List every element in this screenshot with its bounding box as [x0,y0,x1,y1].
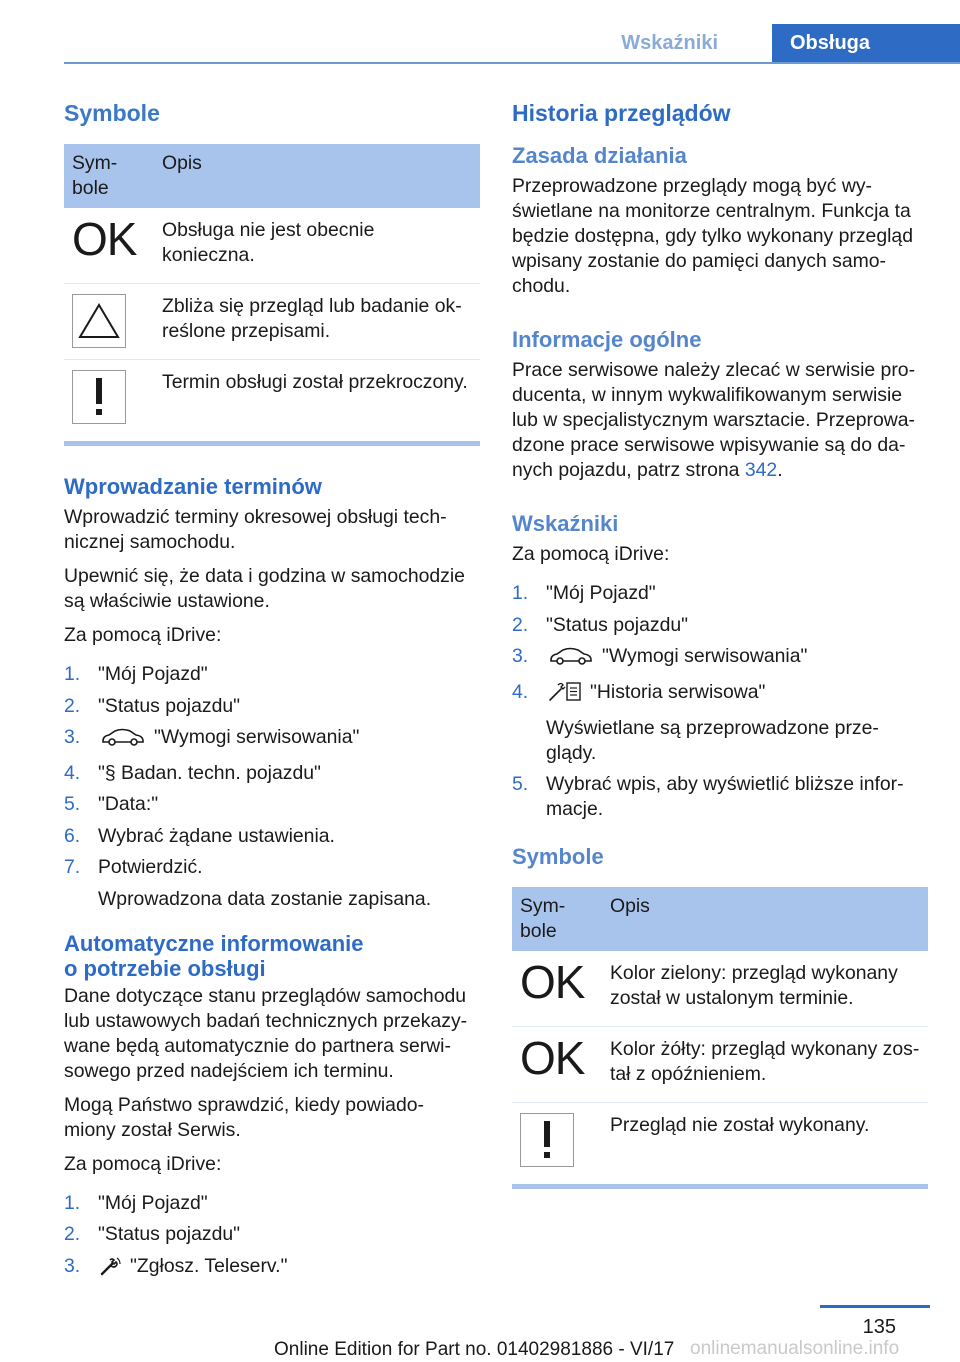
list-item: 4. "Historia serwisowa" Wyświetlane są przeprowadzone prze- glądy. [512,680,928,766]
table-row [64,208,480,284]
list-item: 1. "Mój Pojazd" [64,1191,208,1214]
list-item: 2. "Status pojazdu" [64,694,241,717]
entering-dates-p1: Wprowadzić terminy okresowej obsługi tech- nicznej samochodu. [64,506,447,553]
auto-info-p3: Za pomocą iDrive: [64,1152,222,1175]
col-desc-header: Opis [602,887,928,951]
table-row [512,1102,928,1178]
site-watermark: onlinemanualsonline.info [690,1338,900,1359]
page-link[interactable]: 342 [744,459,778,481]
auto-info-steps [64,1191,480,1283]
table-cell: Termin obsługi został przekroczony. [162,371,468,393]
list-item: 5. "Data:" [64,793,159,815]
table-row [64,360,480,436]
header-bar [64,24,960,64]
table-row [512,951,928,1027]
entering-dates-steps [64,662,480,912]
table-row [512,1026,928,1102]
table-header [64,144,480,208]
col-desc-header: Opis [154,144,480,208]
list-item: 1. "Mój Pojazd" [512,582,656,604]
symbols-table [512,887,928,1178]
symbols-table [64,144,480,435]
list-item: 3. "Zgłosz. Teleserv." [64,1254,480,1283]
service-history-icon [548,680,582,709]
principle-p1: Przeprowadzone przeglądy mogą być wy- świetlane na monitorze centralnym. Funkcja ta będzie dostępna, gdy tylko wykonany przegląd wpisany zostanie do pamięci danych samo- chodu. [512,175,913,297]
indicators-steps [512,581,928,822]
list-item: 1. "Mój Pojazd" [64,663,208,685]
table-row [64,284,480,360]
table-cell: Obsługa nie jest obecnie konieczna. [154,208,480,284]
history-title: Historia przeglądów [512,100,731,126]
list-item: 5. Wybrać wpis, aby wyświetlić bliższe infor- macje. [512,773,904,820]
left-column [64,98,480,1289]
tab-operation[interactable]: Obsługa [772,24,960,62]
table-cell: Kolor żółty: przegląd wykonany zos- tał z opóźnieniem. [602,1026,928,1102]
table-bottom-rule [512,1184,928,1189]
ok-green-icon: OK [520,955,585,1008]
entering-dates-title: Wprowadzanie terminów [64,474,322,499]
footer-rule [820,1305,930,1308]
table-cell: Kolor zielony: przegląd wykonany został w ustalonym terminie. [602,951,928,1027]
col-symbol-header: Sym- bole [64,144,154,208]
exclamation-icon [72,370,126,424]
auto-info-title: Automatyczne informowanie o potrzebie obsługi [64,930,364,981]
page-footer [0,1302,960,1362]
col-symbol-header: Sym- bole [512,887,602,951]
tab-indicators[interactable]: Wskaźniki [621,32,718,54]
list-item: 2. "Status pojazdu" [64,1223,241,1245]
list-item: 2. "Status pojazdu" [512,613,689,636]
symbols-title: Symbole [512,843,604,869]
car-icon [100,727,146,754]
list-item: 3. "Wymogi serwisowania" [64,725,480,754]
indicators-title: Wskaźniki [512,511,619,536]
table-cell: Przegląd nie został wykonany. [610,1113,870,1136]
wrench-signal-icon [100,1256,122,1283]
principle-title: Zasada działania [512,143,687,168]
table-cell: Zbliża się przegląd lub badanie ok- reślone przepisami. [154,284,480,360]
list-item: 3. "Wymogi serwisowania" [512,644,928,673]
list-item: 4. "§ Badan. techn. pojazdu" [64,761,321,784]
auto-info-p1: Dane dotyczące stanu przeglądów samochodu lub ustawowych badań technicznych przekazy- wane będą automatycznie do partnera serwi- sowego przed nadejściem ich terminu. [64,984,468,1082]
warning-triangle-icon [72,294,126,348]
exclamation-icon [520,1113,574,1167]
edition-note: Online Edition for Part no. 01402981886 - VI/17 [274,1339,675,1360]
indicators-p1: Za pomocą iDrive: [512,543,670,565]
entering-dates-p2: Upewnić się, że data i godzina w samochodzie są właściwie ustawione. [64,565,465,612]
page-number: 135 [862,1316,896,1338]
ok-icon: OK [72,213,137,265]
table-header [512,887,928,951]
list-item: 7. Potwierdzić. Wprowadzona data zostanie zapisana. [64,855,480,912]
general-p1: Prace serwisowe należy zlecać w serwisie pro- ducenta, w innym wykwalifikowanym serwisie lub w specjalistycznym warsztacie. Przeprowa- dzone prace serwisowe wpisywanie są do da- nych pojazdu, patrz strona 342. [512,359,916,481]
car-icon [548,646,594,673]
step-note: Wyświetlane są przeprowadzone prze- glądy. [546,716,879,764]
right-column [512,98,928,1189]
entering-dates-p3: Za pomocą iDrive: [64,624,222,646]
list-item: 6. Wybrać żądane ustawienia. [64,824,335,847]
general-title: Informacje ogólne [512,327,702,352]
auto-info-p2: Mogą Państwo sprawdzić, kiedy powiado- miony został Serwis. [64,1093,424,1141]
symbols-title: Symbole [64,100,160,126]
ok-yellow-icon: OK [520,1031,585,1084]
step-note: Wprowadzona data zostanie zapisana. [98,888,432,910]
